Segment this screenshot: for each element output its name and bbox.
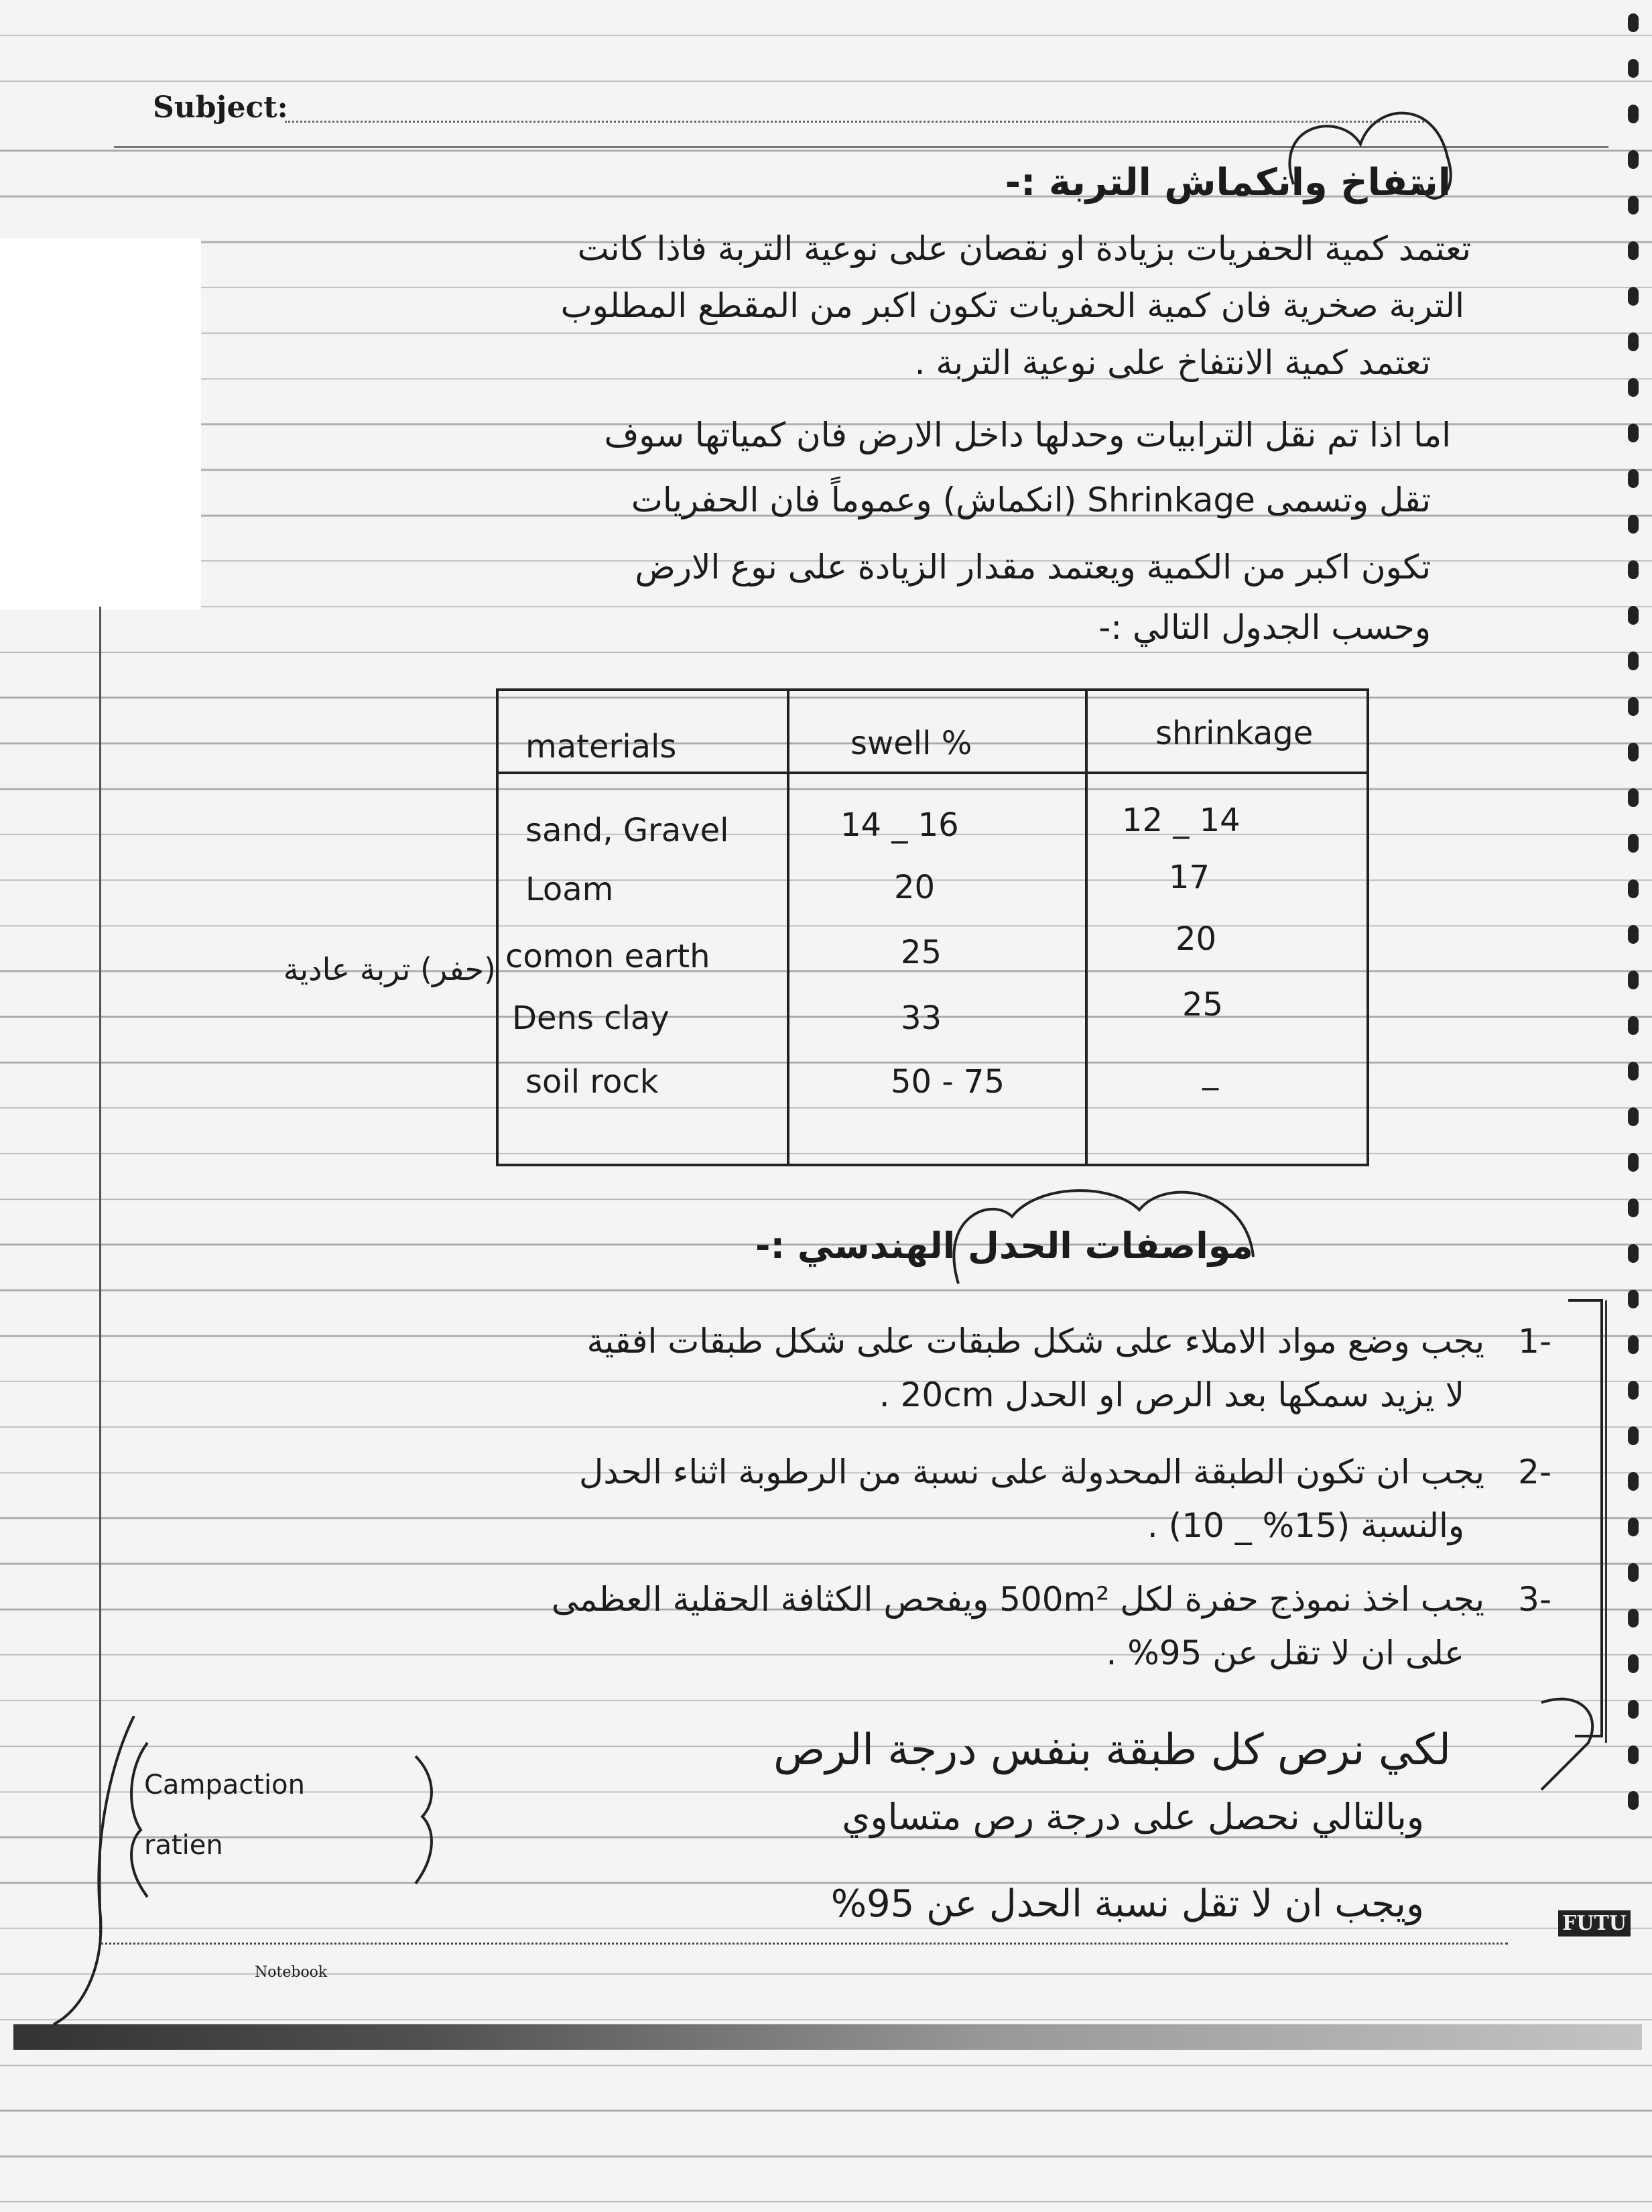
table-header-shrinkage: shrinkage [1155,715,1314,752]
item3-number: -3 [1518,1580,1551,1619]
table-row-5-shrinkage: _ [1202,1053,1218,1091]
table-row-4-shrinkage: 25 [1182,986,1224,1024]
table-row-1-swell: 14 _ 16 [840,806,959,844]
table-row-5-swell: 50 - 75 [891,1063,1005,1101]
section1-heading: انتفاخ وانكماش التربة :- [1005,161,1451,204]
item2-number: -2 [1518,1453,1551,1491]
section3-line-3: ويجب ان لا تقل نسبة الحدل عن 95% [830,1882,1424,1926]
section2-heading: مواصفات الحدل الهندسي :- [755,1225,1253,1267]
table-row-5-material: soil rock [525,1063,659,1101]
item3-line-1: يجب اخذ نموذج حفرة لكل 500m² ويفحص الكثافة الحقلية العظمى [551,1580,1484,1619]
compaction-label-2: ratien [144,1830,223,1861]
subject-label: Subject: [153,90,288,125]
notebook-label: Notebook [255,1964,328,1981]
item1-number: -1 [1518,1322,1551,1361]
scan-shadow-band [13,2024,1642,2050]
compaction-brace-marks [40,1716,442,2051]
section3-line-1: لكي نرص كل طبقة بنفس درجة الرص [773,1725,1451,1775]
subject-line [285,121,1424,123]
right-bracket-mark [1562,1294,1642,1749]
whiteout-patch [0,238,201,610]
table-row-3-material: comon earth [505,938,710,975]
section1-line-4: اما اذا تم نقل الترابيات وحدلها داخل الارض فان كمياتها سوف [604,416,1451,454]
section3-bracket-mark [1528,1689,1629,1796]
table-row-4-swell: 33 [901,999,942,1037]
section1-line-1: تعتمد كمية الحفريات بزيادة او نقصان على نوعية التربة فاذا كانت [577,229,1471,268]
item3-line-2: على ان لا تقل عن 95% . [1106,1634,1464,1672]
compaction-label-1: Campaction [144,1770,305,1800]
table-row-1-material: sand, Gravel [525,812,729,849]
item2-line-1: يجب ان تكون الطبقة المحدولة على نسبة من الرطوبة اثناء الحدل [579,1453,1484,1491]
table-row-2-swell: 20 [894,869,936,906]
heading-cloud-mark [1260,84,1474,218]
section1-line-6: تكون اكبر من الكمية ويعتمد مقدار الزيادة على نوع الارض [635,548,1431,587]
table-row-3-shrinkage: 20 [1176,920,1217,958]
item2-line-2: والنسبة (15% _ 10) . [1147,1506,1464,1545]
table-row-2-material: Loam [525,871,614,908]
table-row-4-material: Dens clay [512,999,670,1037]
section1-line-5: تقل وتسمى Shrinkage (انكماش) وعموماً فان الحفريات [631,481,1431,519]
bottom-dotted-line [101,1943,1508,1945]
table-side-note: (حفر) تربة عادية [283,951,496,987]
section1-line-7: وحسب الجدول التالي :- [1098,608,1431,647]
section1-line-2: التربة صخرية فان كمية الحفريات تكون اكبر من المقطع المطلوب [560,286,1464,325]
items-bracket [181,1300,1607,1743]
section3-line-2: وبالتالي نحصل على درجة رص متساوي [842,1796,1424,1838]
heading2-cloud-mark [938,1176,1273,1297]
item1-line-2: لا يزيد سمكها بعد الرص او الحدل 20cm . [879,1375,1464,1414]
brand-logo: FUTU [1558,1910,1631,1937]
item1-line-1: يجب وضع مواد الاملاء على شكل طبقات على شكل طبقات افقية [586,1322,1484,1361]
section1-line-3: تعتمد كمية الانتفاخ على نوعية التربة . [914,343,1431,382]
table-row-3-swell: 25 [901,934,942,971]
table-row-1-shrinkage: 12 _ 14 [1122,802,1241,839]
table-row-2-shrinkage: 17 [1169,859,1210,896]
table-header-swell: swell % [850,725,972,762]
table-header-materials: materials [525,728,677,765]
swell-shrinkage-table [496,688,1369,1166]
